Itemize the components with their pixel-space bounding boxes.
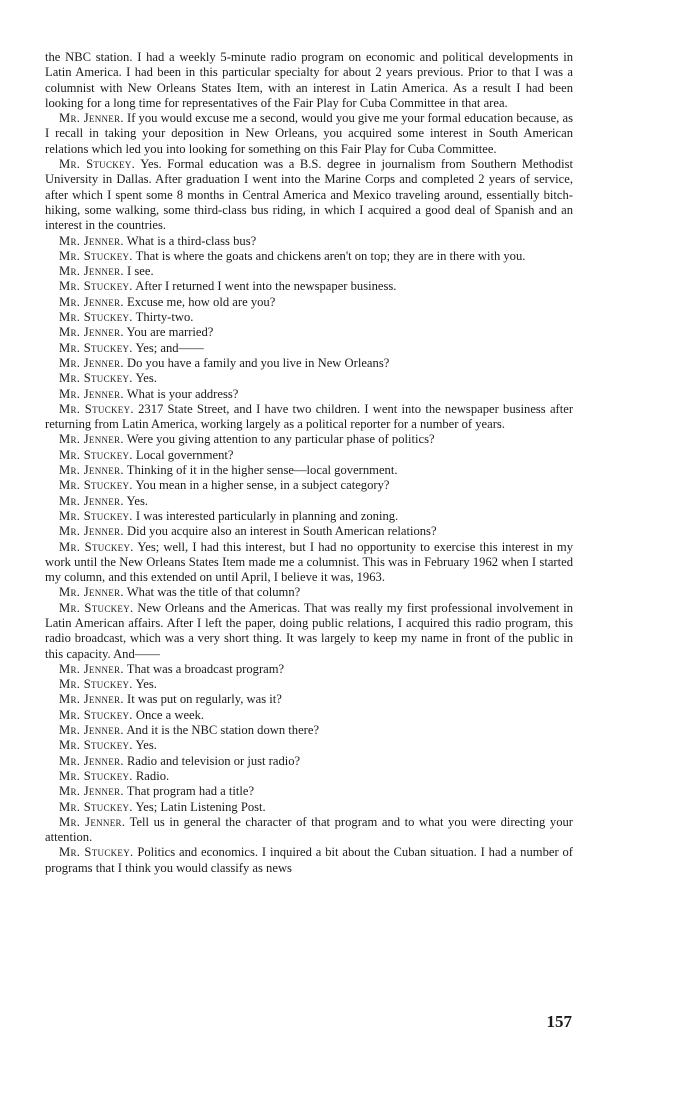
speaker-label: Mr. Jenner. (59, 264, 124, 279)
paragraph-text: You mean in a higher sense, in a subject category? (135, 478, 390, 493)
speaker-label: Mr. Stuckey. (59, 157, 136, 172)
speaker-label: Mr. Jenner. (59, 386, 124, 401)
transcript-paragraph (45, 356, 573, 371)
paragraph-text: Yes; Latin Listening Post. (135, 799, 266, 814)
transcript-paragraph (45, 784, 573, 799)
transcript-paragraph (45, 677, 573, 692)
transcript-paragraph (45, 585, 573, 600)
paragraph-text: Radio. (135, 768, 170, 783)
transcript-paragraph (45, 295, 573, 310)
paragraph-text: Yes. Formal education was a B.S. degree in journalism from Southern Methodist University in Dallas. After graduation I went into the Marine Corps and completed 2 years of service, after which I spent some 8 months in Central America and Mexico traveling around, essentially bitch-hiking, some walking, some third-class bus riding, in which I acquired a good deal of Spanish and an interest in the countries. (45, 157, 574, 233)
speaker-label: Mr. Stuckey. (59, 845, 134, 860)
transcript-paragraph (45, 279, 573, 294)
speaker-label: Mr. Jenner. (59, 524, 124, 539)
paragraph-text: Excuse me, how old are you? (127, 294, 276, 309)
speaker-label: Mr. Jenner. (59, 111, 124, 126)
transcript-paragraph (45, 815, 573, 846)
speaker-label: Mr. Stuckey. (59, 371, 133, 386)
transcript-paragraph (45, 157, 573, 233)
speaker-label: Mr. Jenner. (59, 493, 124, 508)
speaker-label: Mr. Jenner. (59, 814, 126, 829)
speaker-label: Mr. Jenner. (59, 585, 124, 600)
transcript-paragraph (45, 234, 573, 249)
paragraph-text: Did you acquire also an interest in South American relations? (127, 524, 437, 539)
paragraph-text: New Orleans and the Americas. That was really my first professional involvement in Latin American affairs. After I left the paper, doing public relations, I acquired this radio program, this radio broadcast, which was a very short thing. It was largely to keep my name in front of the public in this capacity. And—— (45, 600, 573, 661)
speaker-label: Mr. Stuckey. (59, 447, 133, 462)
speaker-label: Mr. Stuckey. (59, 738, 133, 753)
paragraph-text: Yes; and—— (135, 340, 204, 355)
paragraph-text: Politics and economics. I inquired a bit about the Cuban situation. I had a number of programs that I think you would classify as news (45, 845, 574, 875)
transcript-paragraph (45, 371, 573, 386)
speaker-label: Mr. Stuckey. (59, 310, 133, 325)
transcript-paragraph (45, 111, 573, 157)
paragraph-text: You are married? (126, 325, 214, 340)
paragraph-text: Radio and television or just radio? (127, 753, 301, 768)
transcript-paragraph (45, 387, 573, 402)
transcript-paragraph (45, 402, 573, 433)
speaker-label: Mr. Stuckey. (59, 401, 134, 416)
page-number: 157 (546, 1012, 572, 1031)
speaker-label: Mr. Jenner. (59, 723, 124, 738)
transcript-paragraph (45, 341, 573, 356)
transcript-paragraph (45, 509, 573, 524)
paragraph-text: Yes; well, I had this interest, but I had no opportunity to exercise this interest in my work until the New Orleans States Item made me a columnist. This was in February 1962 when I started my column, and this extended on until April, I believe it was, 1963. (45, 539, 573, 585)
transcript-paragraph (45, 448, 573, 463)
transcript-paragraph (45, 738, 573, 753)
speaker-label: Mr. Jenner. (59, 294, 124, 309)
speaker-label: Mr. Jenner. (59, 233, 124, 248)
transcript-paragraph (45, 478, 573, 493)
speaker-label: Mr. Stuckey. (59, 600, 134, 615)
paragraph-text: Yes. (135, 677, 157, 692)
transcript-paragraph (45, 708, 573, 723)
transcript-paragraph (45, 692, 573, 707)
transcript-paragraph (45, 723, 573, 738)
speaker-label: Mr. Stuckey. (59, 340, 133, 355)
paragraph-text: Tell us in general the character of that program and to what you were directing your attention. (45, 814, 573, 845)
transcript-paragraph (45, 540, 573, 586)
speaker-label: Mr. Jenner. (59, 463, 124, 478)
speaker-label: Mr. Stuckey. (59, 707, 133, 722)
speaker-label: Mr. Stuckey. (59, 279, 133, 294)
speaker-label: Mr. Jenner. (59, 784, 124, 799)
paragraph-text: I see. (127, 264, 154, 279)
transcript-paragraph (45, 754, 573, 769)
speaker-label: Mr. Jenner. (59, 432, 124, 447)
speaker-label: Mr. Jenner. (59, 661, 124, 676)
paragraph-text: That was a broadcast program? (126, 661, 285, 676)
paragraph-text: What was the title of that column? (126, 585, 301, 600)
speaker-label: Mr. Jenner. (59, 692, 124, 707)
paragraph-text: the NBC station. I had a weekly 5-minute radio program on economic and political developments in Latin America. I had been in this particular specialty for about 2 years previous. Prior to that I was a columnist with New Orleans States Item, with an interest in Latin America. As a result I had been looking for a long time for representatives of the Fair Play for Cuba Committee in that area. (45, 50, 573, 110)
paragraph-text: That is where the goats and chickens aren't on top; they are in there with you. (135, 248, 526, 263)
paragraph-text: That program had a title? (126, 784, 255, 799)
paragraph-text: Local government? (135, 447, 234, 462)
transcript-paragraph (45, 601, 573, 662)
transcript-paragraph (45, 310, 573, 325)
transcript-paragraph (45, 494, 573, 509)
transcript-paragraph (45, 249, 573, 264)
paragraph-text: Once a week. (135, 707, 205, 722)
transcript-paragraph (45, 662, 573, 677)
paragraph-text: Yes. (126, 493, 149, 508)
speaker-label: Mr. Stuckey. (59, 799, 133, 814)
transcript-paragraph (45, 845, 573, 876)
speaker-label: Mr. Stuckey. (59, 677, 133, 692)
transcript-paragraph (45, 432, 573, 447)
transcript-paragraph (45, 325, 573, 340)
paragraph-text: What is a third-class bus? (126, 233, 257, 248)
transcript-paragraph (45, 769, 573, 784)
paragraph-text: I was interested particularly in planning and zoning. (135, 508, 399, 523)
speaker-label: Mr. Stuckey. (59, 478, 133, 493)
speaker-label: Mr. Stuckey. (59, 508, 133, 523)
speaker-label: Mr. Stuckey. (59, 539, 134, 554)
transcript-paragraph (45, 524, 573, 539)
paragraph-text: Thirty-two. (135, 310, 194, 325)
paragraph-text: If you would excuse me a second, would you give me your formal education because, as I recall in taking your deposition in New Orleans, you acquired some interest in South American relations which led you into looking for something on this Fair Play for Cuba Committee. (45, 111, 573, 156)
speaker-label: Mr. Jenner. (59, 355, 124, 370)
speaker-label: Mr. Stuckey. (59, 248, 133, 263)
paragraph-text: 2317 State Street, and I have two children. I went into the newspaper business after returning from Latin America, working largely as a political reporter for a number of years. (45, 401, 574, 432)
transcript-paragraph (45, 463, 573, 478)
transcript-page (45, 50, 573, 876)
paragraph-text: After I returned I went into the newspaper business. (135, 279, 397, 294)
transcript-paragraph (45, 50, 573, 111)
paragraph-text: Yes. (135, 738, 157, 753)
paragraph-text: Were you giving attention to any particular phase of politics? (126, 432, 435, 447)
speaker-label: Mr. Jenner. (59, 753, 124, 768)
paragraph-text: Thinking of it in the higher sense—local government. (126, 463, 398, 478)
paragraph-text: And it is the NBC station down there? (126, 723, 320, 738)
paragraph-text: What is your address? (126, 386, 239, 401)
transcript-paragraph (45, 264, 573, 279)
paragraph-text: Do you have a family and you live in New Orleans? (127, 355, 390, 370)
speaker-label: Mr. Stuckey. (59, 768, 133, 783)
transcript-paragraph (45, 800, 573, 815)
paragraph-text: Yes. (135, 371, 157, 386)
paragraph-text: It was put on regularly, was it? (127, 692, 282, 707)
speaker-label: Mr. Jenner. (59, 325, 124, 340)
